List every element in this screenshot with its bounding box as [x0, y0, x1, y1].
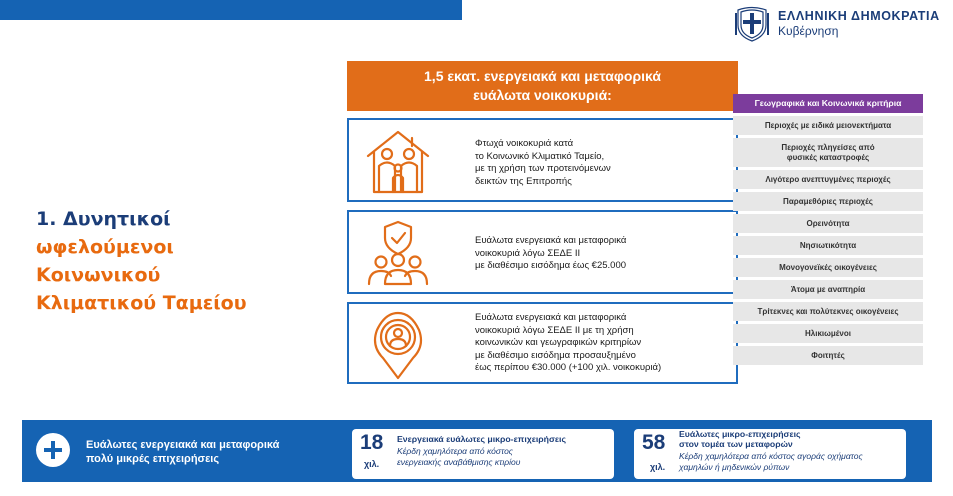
page-title	[36, 205, 326, 317]
businesses-label-line-1: Ευάλωτες ενεργειακά και μεταφορικά	[86, 439, 280, 451]
criteria-item-label: Φοιτητές	[811, 350, 845, 360]
criteria-item-label: φυσικές καταστροφές	[786, 152, 870, 162]
card-1-line-2: το Κοινωνικό Κλιματικό Ταμείο,	[475, 150, 605, 162]
card-3-line-3: κοινωνικών και γεωγραφικών κριτηρίων	[475, 337, 642, 348]
card-3-line-1: Ευάλωτα ενεργειακά και μεταφορικά	[475, 312, 627, 323]
card-2-line-2: νοικοκυριά λόγω ΣΕΔΕ ΙΙ	[475, 247, 581, 259]
criteria-header: Γεωγραφικά και Κοινωνικά κριτήρια	[733, 94, 923, 113]
shield-group-icon	[363, 218, 433, 288]
page-title-line-1: 1. Δυνητικοί	[36, 208, 171, 230]
stat-description-line: χαμηλών ή μηδενικών ρύπων	[679, 462, 790, 472]
stat-title-line: στον τομέα των μεταφορών	[679, 439, 793, 449]
criteria-item-label: Ηλικιωμένοι	[805, 328, 851, 338]
criteria-item	[733, 214, 923, 233]
card-3-line-4: με διαθέσιμο εισόδημα προσαυξημένο	[475, 349, 636, 361]
criteria-list	[733, 94, 923, 365]
card-2-line-1: Ευάλωτα ενεργειακά και μεταφορικά	[475, 235, 627, 246]
businesses-label-line-2: πολύ μικρές επιχειρήσεις	[86, 453, 220, 465]
stat-description	[679, 451, 863, 473]
stat-description-line: Κέρδη χαμηλότερα από κόστος	[397, 446, 513, 456]
criteria-item	[733, 138, 923, 167]
card-2-text	[475, 235, 626, 273]
businesses-bar	[22, 420, 932, 482]
households-header	[347, 61, 738, 111]
criteria-item	[733, 346, 923, 365]
criteria-item	[733, 324, 923, 343]
stat-title	[397, 434, 566, 444]
criteria-item-label: Περιοχές πληγείσες από	[781, 142, 875, 152]
households-header-line-2: ευάλωτα νοικοκυριά:	[473, 87, 612, 103]
card-1-line-1: Φτωχά νοικοκυριά κατά	[475, 138, 574, 149]
criteria-item-label: Περιοχές με ειδικά μειονεκτήματα	[764, 120, 892, 130]
card-1-line-4: δεικτών της Επιτροπής	[475, 175, 572, 187]
criteria-item-label: Νησιωτικότητα	[799, 240, 857, 250]
criteria-item	[733, 170, 923, 189]
page-title-line-4: Κλιματικού Ταμείου	[36, 292, 247, 314]
stat-number: 58	[642, 431, 666, 454]
stat-transport-businesses	[634, 429, 906, 479]
beneficiary-card-ets2-households	[347, 210, 738, 294]
stat-title	[679, 429, 801, 449]
page-title-line-3: Κοινωνικού	[36, 264, 161, 286]
stat-description-line: Κέρδη χαμηλότερα από κόστος αγοράς οχήματος	[679, 451, 863, 461]
criteria-item	[733, 302, 923, 321]
businesses-label	[86, 438, 279, 466]
criteria-item	[733, 280, 923, 299]
card-2-line-3: με διαθέσιμο εισόδημα έως €25.000	[475, 260, 627, 271]
card-3-line-5: έως περίπου €30.000 (+100 χιλ. νοικοκυριά)	[475, 362, 662, 373]
card-3-line-2: νοικοκυριά λόγω ΣΕΔΕ ΙΙ με τη χρήση	[475, 324, 634, 336]
plus-icon	[36, 433, 70, 467]
greek-coat-of-arms-icon	[733, 3, 771, 43]
criteria-item	[733, 192, 923, 211]
beneficiary-card-poor-households	[347, 118, 738, 202]
top-accent-bar	[0, 0, 462, 20]
stat-unit: χιλ.	[650, 462, 666, 472]
card-3-text	[475, 312, 661, 375]
stat-number: 18	[360, 431, 384, 454]
beneficiary-card-criteria-households	[347, 302, 738, 384]
criteria-item-label: Λιγότερο ανεπτυγμένες περιοχές	[765, 174, 891, 184]
criteria-item-label: Άτομα με αναπηρία	[790, 284, 866, 294]
page-title-line-2: ωφελούμενοι	[36, 236, 174, 258]
criteria-item-label: Ορεινότητα	[806, 218, 850, 228]
location-person-icon	[363, 310, 433, 380]
criteria-item	[733, 116, 923, 135]
stat-description-line: ενεργειακής αναβάθμισης κτιρίου	[397, 457, 521, 467]
family-house-icon	[363, 126, 433, 196]
government-subtitle: Κυβέρνηση	[778, 24, 839, 38]
criteria-item	[733, 236, 923, 255]
stat-description	[397, 446, 520, 468]
criteria-item-label: Μονογονεϊκές οικογένειες	[779, 262, 877, 272]
criteria-item-label: Παραμεθόριες περιοχές	[783, 196, 873, 206]
card-1-text	[475, 138, 611, 188]
government-name: ΕΛΛΗΝΙΚΗ ΔΗΜΟΚΡΑΤΙΑ	[778, 9, 940, 23]
criteria-item	[733, 258, 923, 277]
stat-unit: χιλ.	[364, 459, 380, 469]
stat-energy-businesses	[352, 429, 614, 479]
stat-title-line: Ευάλωτες μικρο-επιχειρήσεις	[679, 429, 801, 439]
criteria-item-label: Τρίτεκνες και πολύτεκνες οικογένειες	[757, 306, 899, 316]
card-1-line-3: με τη χρήση των προτεινόμενων	[475, 163, 611, 174]
stat-title-line: Ενεργειακά ευάλωτες μικρο-επιχειρήσεις	[397, 434, 566, 444]
households-header-line-1: 1,5 εκατ. ενεργειακά και μεταφορικά	[424, 68, 661, 84]
